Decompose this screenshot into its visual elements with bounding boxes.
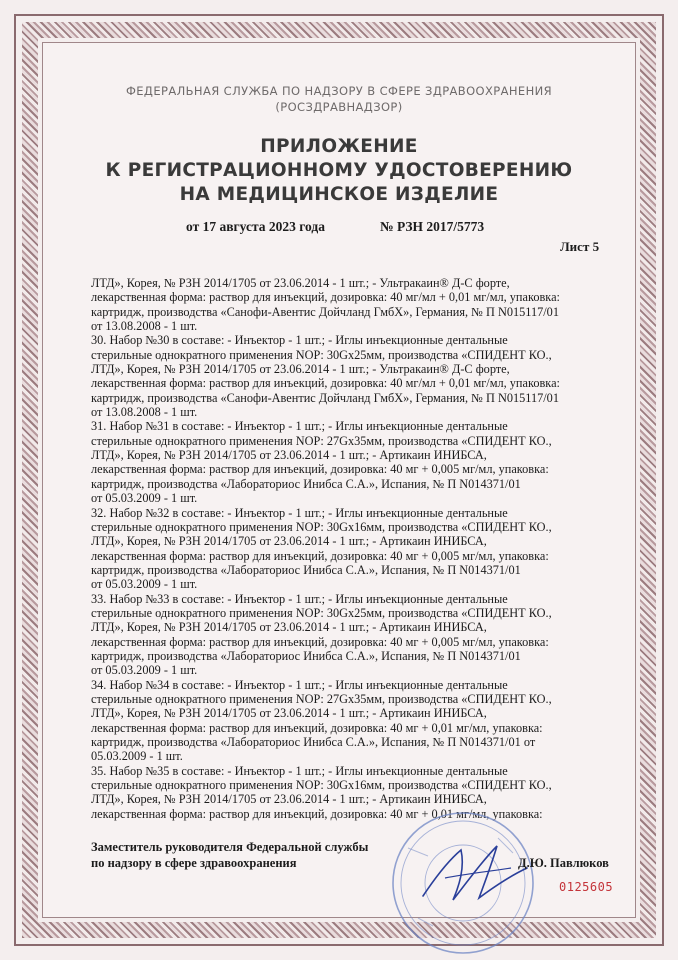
body-line: от 13.08.2008 - 1 шт. xyxy=(91,405,198,420)
body-line: ЛТД», Корея, № РЗН 2014/1705 от 23.06.2014 - 1 шт.; - Ультракаин® Д-С форте, xyxy=(91,276,510,290)
document-title-line-1: ПРИЛОЖЕНИЕ xyxy=(260,136,418,157)
body-line: 31. Набор №31 в составе: - Инъектор - 1 шт.; - Иглы инъекционные дентальные xyxy=(91,419,508,434)
body-line: ЛТД», Корея, № РЗН 2014/1705 от 23.06.2014 - 1 шт.; - Артикаин ИНИБСА, xyxy=(91,448,487,463)
body-line: 34. Набор №34 в составе: - Инъектор - 1 шт.; - Иглы инъекционные дентальные xyxy=(91,677,508,692)
registration-number: № РЗН 2017/5773 xyxy=(380,219,485,234)
body-line: картридж, производства «Лабораториос Инибса С.А.», Испания, № П N014371/01 от xyxy=(91,735,536,749)
body-line: картридж, производства «Санофи-Авентис Дойчланд ГмбХ», Германия, № П N015117/01 xyxy=(91,304,559,319)
body-line: от 05.03.2009 - 1 шт. xyxy=(91,577,198,592)
body-line: 05.03.2009 - 1 шт. xyxy=(91,749,183,764)
body-line: 35. Набор №35 в составе: - Инъектор - 1 шт.; - Иглы инъекционные дентальные xyxy=(91,763,508,778)
body-line: лекарственная форма: раствор для инъекций, дозировка: 40 мг + 0,01 мг/мл, упаковка: xyxy=(91,720,543,735)
document-body xyxy=(91,276,611,821)
body-line: от 05.03.2009 - 1 шт. xyxy=(91,491,198,506)
handwritten-signature xyxy=(415,838,535,908)
body-line: лекарственная форма: раствор для инъекций, дозировка: 40 мг + 0,005 мг/мл, упаковка: xyxy=(91,462,549,477)
body-line: лекарственная форма: раствор для инъекций, дозировка: 40 мг/мл + 0,01 мг/мл, упаковка: xyxy=(91,290,560,305)
agency-name: ФЕДЕРАЛЬНАЯ СЛУЖБА ПО НАДЗОРУ В СФЕРЕ ЗДРАВООХРАНЕНИЯ xyxy=(125,84,553,98)
body-line: от 13.08.2008 - 1 шт. xyxy=(91,319,198,334)
body-line: стерильные однократного применения NOP: 30Gx16мм, производства «СПИДЕНТ КО., xyxy=(91,519,552,534)
body-line: ЛТД», Корея, № РЗН 2014/1705 от 23.06.2014 - 1 шт.; - Артикаин ИНИБСА, xyxy=(91,620,487,635)
body-line: ЛТД», Корея, № РЗН 2014/1705 от 23.06.2014 - 1 шт.; - Артикаин ИНИБСА, xyxy=(91,534,487,549)
body-line: стерильные однократного применения NOP: 27Gx35мм, производства «СПИДЕНТ КО., xyxy=(91,433,552,448)
sheet-number: Лист 5 xyxy=(560,239,600,254)
document-title-line-3: НА МЕДИЦИНСКОЕ ИЗДЕЛИЕ xyxy=(179,184,499,205)
agency-abbreviation: (РОСЗДРАВНАДЗОР) xyxy=(275,100,403,114)
body-line: 33. Набор №33 в составе: - Инъектор - 1 шт.; - Иглы инъекционные дентальные xyxy=(91,591,508,606)
body-line: стерильные однократного применения NOP: 27Gx35мм, производства «СПИДЕНТ КО., xyxy=(91,691,552,706)
signer-title-line-2: по надзору в сфере здравоохранения xyxy=(91,856,297,870)
body-line: лекарственная форма: раствор для инъекций, дозировка: 40 мг + 0,005 мг/мл, упаковка: xyxy=(91,548,549,563)
body-line: картридж, производства «Санофи-Авентис Дойчланд ГмбХ», Германия, № П N015117/01 xyxy=(91,390,559,405)
body-line: 32. Набор №32 в составе: - Инъектор - 1 шт.; - Иглы инъекционные дентальные xyxy=(91,505,508,520)
body-line: ЛТД», Корея, № РЗН 2014/1705 от 23.06.2014 - 1 шт.; - Ультракаин® Д-С форте, xyxy=(91,362,510,377)
body-line: картридж, производства «Лабораториос Инибса С.А.», Испания, № П N014371/01 xyxy=(91,476,521,491)
serial-number: 0125605 xyxy=(559,880,614,894)
body-line: от 05.03.2009 - 1 шт. xyxy=(91,663,198,678)
issue-date: от 17 августа 2023 года xyxy=(186,219,325,234)
body-line: стерильные однократного применения NOP: 30Gx25мм, производства «СПИДЕНТ КО., xyxy=(91,347,552,362)
body-line: стерильные однократного применения NOP: 30Gx16мм, производства «СПИДЕНТ КО., xyxy=(91,778,552,793)
signer-name: Д.Ю. Павлюков xyxy=(518,856,609,870)
body-line: лекарственная форма: раствор для инъекций, дозировка: 40 мг + 0,005 мг/мл, упаковка: xyxy=(91,634,549,649)
body-line: 30. Набор №30 в составе: - Инъектор - 1 шт.; - Иглы инъекционные дентальные xyxy=(91,333,508,348)
body-line: ЛТД», Корея, № РЗН 2014/1705 от 23.06.2014 - 1 шт.; - Артикаин ИНИБСА, xyxy=(91,792,487,807)
body-line: лекарственная форма: раствор для инъекций, дозировка: 40 мг + 0,01 мг/мл, упаковка: xyxy=(91,806,543,821)
body-line: картридж, производства «Лабораториос Инибса С.А.», Испания, № П N014371/01 xyxy=(91,562,521,577)
body-line: ЛТД», Корея, № РЗН 2014/1705 от 23.06.2014 - 1 шт.; - Артикаин ИНИБСА, xyxy=(91,706,487,721)
body-line: картридж, производства «Лабораториос Инибса С.А.», Испания, № П N014371/01 xyxy=(91,648,521,663)
body-line: стерильные однократного применения NOP: 30Gx25мм, производства «СПИДЕНТ КО., xyxy=(91,605,552,620)
document-title-line-2: К РЕГИСТРАЦИОННОМУ УДОСТОВЕРЕНИЮ xyxy=(105,160,573,181)
signer-title-line-1: Заместитель руководителя Федеральной службы xyxy=(91,840,369,854)
body-line: лекарственная форма: раствор для инъекций, дозировка: 40 мг/мл + 0,01 мг/мл, упаковка: xyxy=(91,376,560,391)
